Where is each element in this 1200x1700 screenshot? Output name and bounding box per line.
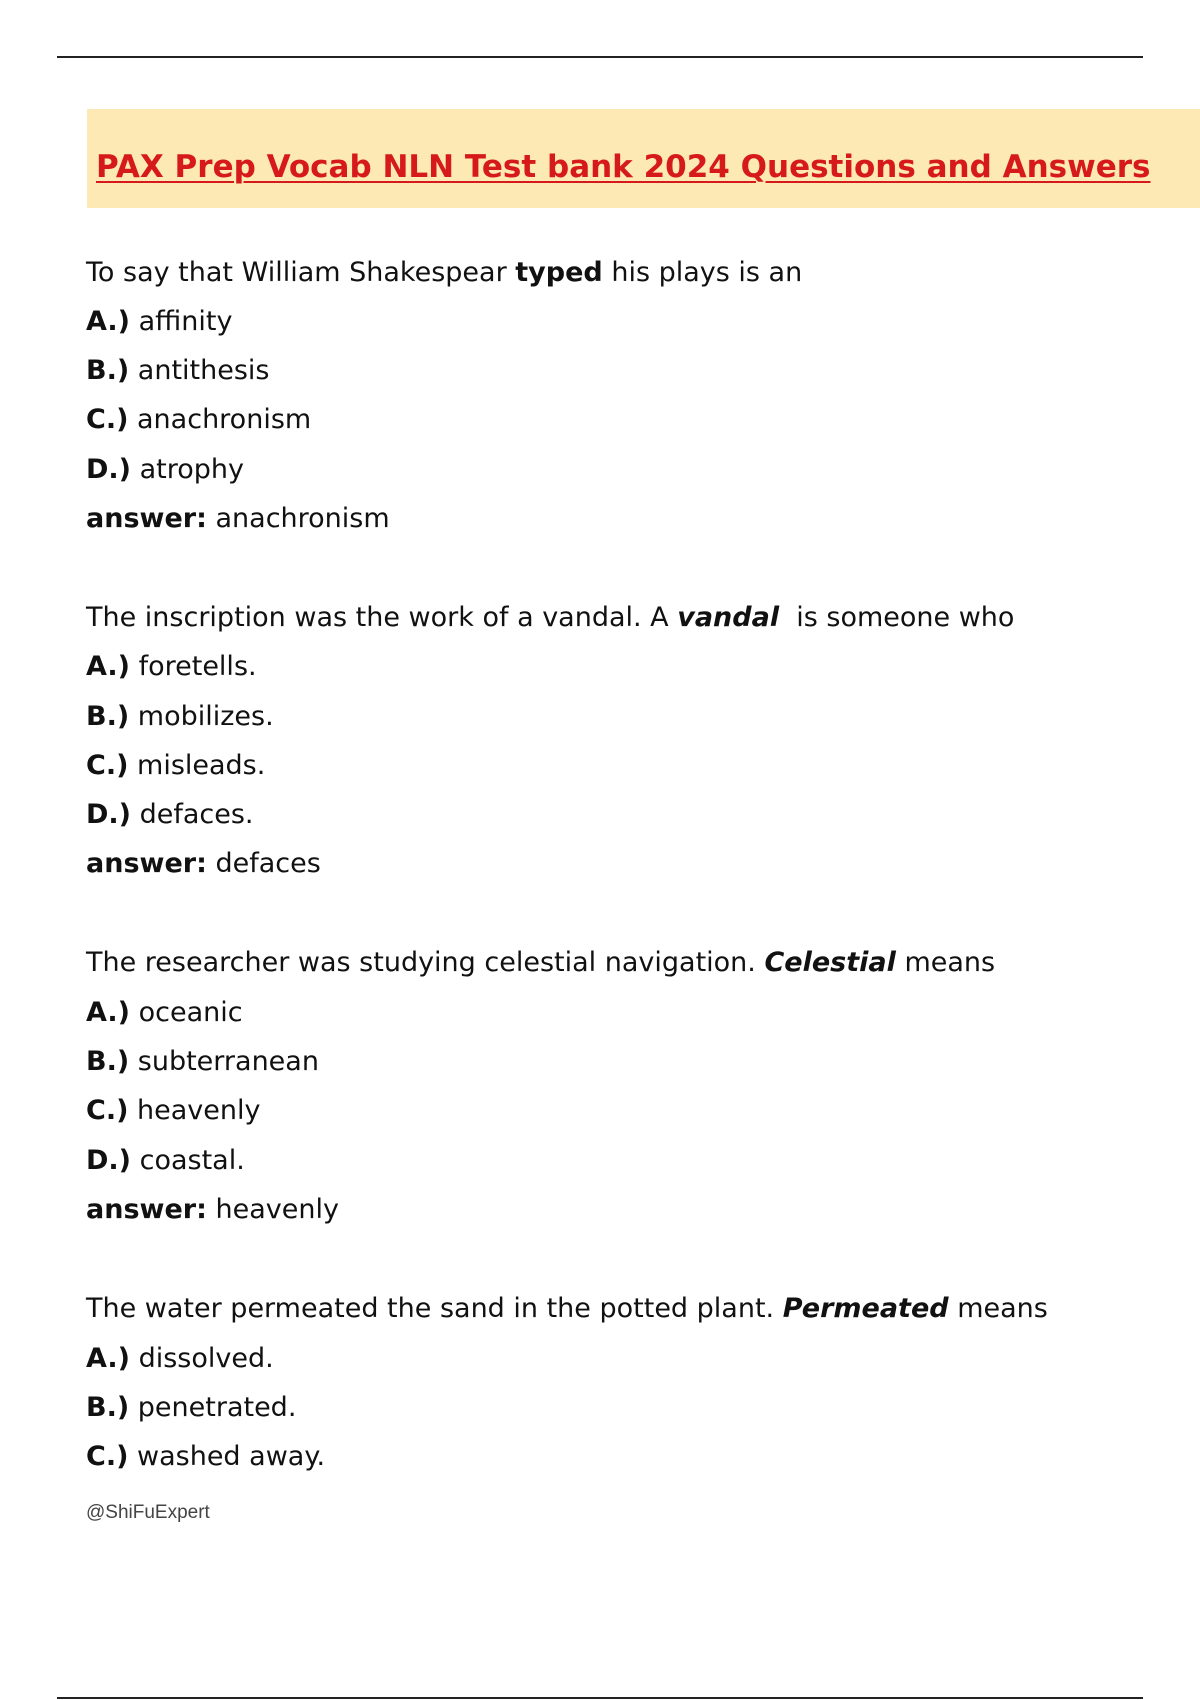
question-2-option-a: A.) foretells. xyxy=(86,651,257,682)
question-1-keyword: typed xyxy=(515,257,603,288)
question-2-option-b: B.) mobilizes. xyxy=(86,701,274,732)
question-1-stem: To say that William Shakespear typed his plays is an xyxy=(86,257,803,288)
question-2-keyword: vandal xyxy=(677,602,780,633)
question-3-answer: answer: heavenly xyxy=(86,1194,339,1225)
question-4-stem: The water permeated the sand in the potted plant. Permeated means xyxy=(86,1293,1048,1324)
question-3-keyword: Celestial xyxy=(764,947,896,978)
question-4-option-c: C.) washed away. xyxy=(86,1441,326,1472)
question-4-keyword: Permeated xyxy=(782,1293,949,1324)
top-rule xyxy=(57,56,1143,58)
question-3-option-d: D.) coastal. xyxy=(86,1145,245,1176)
question-3-stem: The researcher was studying celestial navigation. Celestial means xyxy=(86,947,996,978)
watermark: @ShiFuExpert xyxy=(86,1502,210,1523)
question-3-option-c: C.) heavenly xyxy=(86,1095,261,1126)
question-1-option-c: C.) anachronism xyxy=(86,404,312,435)
question-3-option-b: B.) subterranean xyxy=(86,1046,319,1077)
question-1-option-b: B.) antithesis xyxy=(86,355,270,386)
question-1-option-d: D.) atrophy xyxy=(86,454,244,485)
document-title: PAX Prep Vocab NLN Test bank 2024 Questions and Answers xyxy=(96,149,1151,185)
question-2-answer: answer: defaces xyxy=(86,848,321,879)
question-2-stem: The inscription was the work of a vandal. A vandal is someone who xyxy=(86,602,1015,633)
question-4-option-a: A.) dissolved. xyxy=(86,1343,274,1374)
title-banner xyxy=(87,109,1200,208)
question-2-option-c: C.) misleads. xyxy=(86,750,266,781)
question-4-option-b: B.) penetrated. xyxy=(86,1392,297,1423)
question-1-answer: answer: anachronism xyxy=(86,503,390,534)
bottom-rule xyxy=(57,1697,1143,1699)
question-3-option-a: A.) oceanic xyxy=(86,997,243,1028)
question-2-option-d: D.) defaces. xyxy=(86,799,254,830)
question-1-option-a: A.) affinity xyxy=(86,306,233,337)
